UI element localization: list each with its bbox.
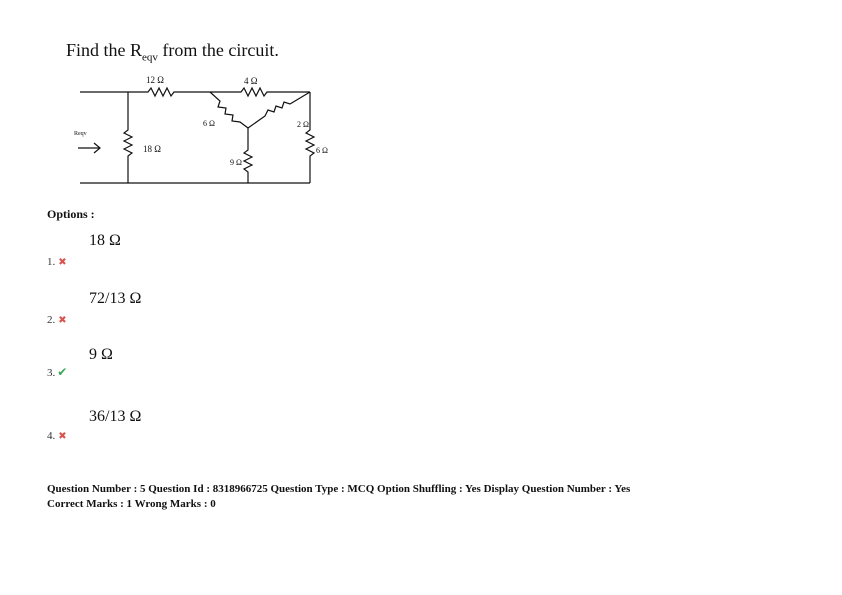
question-prefix: Find the R <box>66 40 143 60</box>
label-12-ohm: 12 Ω <box>146 75 164 85</box>
option-4-text[interactable]: 36/13 Ω <box>89 408 142 425</box>
resistor-6-diagonal <box>210 92 248 128</box>
resistor-18-vertical <box>124 92 132 183</box>
wrong-mark-icon: ✖ <box>58 315 67 326</box>
resistor-6-right <box>306 92 314 183</box>
label-reqv: Reqv <box>74 131 87 137</box>
wrong-mark-icon: ✖ <box>58 257 67 268</box>
label-2-ohm: 2 Ω <box>297 120 309 129</box>
option-3-text[interactable]: 9 Ω <box>89 346 113 363</box>
option-4-number: 4. ✖ <box>47 430 67 442</box>
option-1-number: 1. ✖ <box>47 256 67 268</box>
correct-check-icon: ✔ <box>57 365 68 379</box>
resistor-12-top <box>128 88 210 96</box>
option-2-text[interactable]: 72/13 Ω <box>89 290 142 307</box>
label-9-ohm: 9 Ω <box>230 158 242 167</box>
label-6-ohm-diagonal: 6 Ω <box>203 119 215 128</box>
question-meta-line-2: Correct Marks : 1 Wrong Marks : 0 <box>47 498 216 510</box>
label-4-ohm: 4 Ω <box>244 76 258 86</box>
circuit-diagram <box>60 70 340 190</box>
wrong-mark-icon: ✖ <box>58 431 67 442</box>
label-18-ohm: 18 Ω <box>143 144 161 154</box>
options-label: Options : <box>47 207 95 221</box>
question-text <box>66 40 279 64</box>
question-subscript: eqv <box>142 51 158 64</box>
option-2-number: 2. ✖ <box>47 314 67 326</box>
label-6-ohm-right: 6 Ω <box>316 146 328 155</box>
option-1-text[interactable]: 18 Ω <box>89 232 121 249</box>
resistor-9-vertical <box>244 128 252 183</box>
option-3-number: 3. ✔ <box>47 365 68 379</box>
resistor-4-top <box>210 88 310 96</box>
question-meta-line-1: Question Number : 5 Question Id : 8318966725 Question Type : MCQ Option Shuffling : Yes Display Question Number : Yes <box>47 483 631 495</box>
question-suffix: from the circuit. <box>157 40 279 60</box>
